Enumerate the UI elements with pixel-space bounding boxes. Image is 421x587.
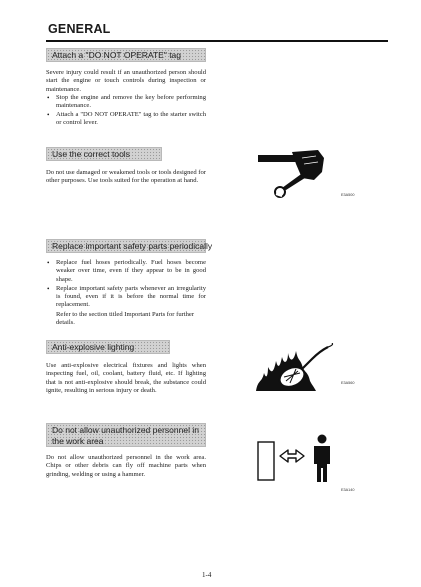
section-heading-label: Use the correct tools bbox=[52, 149, 130, 159]
section-heading-label: Anti-explosive lighting bbox=[52, 342, 135, 352]
section-heading-safety-parts bbox=[46, 239, 213, 253]
section-body-do-not-operate: Severe injury could result if an unauthorized person should start the engine or touch controls during inspection or maintenance. bbox=[46, 69, 206, 93]
refer-note: Refer to the section titled Important Parts for further details. bbox=[56, 311, 195, 327]
list-item: • Attach a "DO NOT OPERATE" tag to the starter switch or control lever. bbox=[46, 111, 206, 128]
section-body-anti-explosive: Use anti-explosive electrical fixtures and lights when inspecting fuel, oil, coolant, battery fluid, etc. If lighting that is not anti-explosive should break, the substance could ignite, resulting in serious injury or death. bbox=[46, 362, 206, 394]
section-body-correct-tools: Do not use damaged or weakened tools or tools designed for other purposes. Use tools suited for the operation at hand. bbox=[46, 169, 206, 185]
page-number: 1-4 bbox=[202, 571, 212, 579]
section-heading-unauthorized-personnel bbox=[46, 423, 206, 447]
section-heading-anti-explosive bbox=[46, 340, 170, 354]
wrench-in-hand-icon bbox=[258, 150, 344, 202]
list-item: • Stop the engine and remove the key before performing maintenance. bbox=[46, 94, 206, 111]
list-item: • Replace important safety parts whenever an irregularity is found, even if it is before the normal time for replacement. bbox=[46, 285, 206, 310]
page-title: GENERAL bbox=[48, 22, 111, 36]
figure-id-unauthorized-personnel: E3A140 bbox=[341, 488, 355, 492]
section-heading-correct-tools bbox=[46, 147, 162, 161]
figure-id-anti-explosive: E3A560 bbox=[341, 381, 355, 385]
section-heading-label: Attach a "DO NOT OPERATE" tag bbox=[52, 50, 182, 60]
bullet-list-safety-parts bbox=[46, 259, 206, 310]
title-divider bbox=[46, 40, 388, 42]
figure-id-correct-tools: E3A500 bbox=[341, 193, 355, 197]
section-body-unauthorized-personnel: Do not allow unauthorized personnel in the work area. Chips or other debris can fly off machine parts when grinding, welding or using a hammer. bbox=[46, 454, 206, 478]
broken-lamp-fire-icon bbox=[254, 343, 336, 395]
section-heading-label: Do not allow unauthorized personnel in the work area bbox=[52, 425, 199, 446]
keep-distance-person-icon bbox=[256, 434, 346, 484]
section-heading-do-not-operate bbox=[46, 48, 206, 62]
section-heading-label: Replace important safety parts periodically bbox=[52, 241, 213, 251]
list-item: • Replace fuel hoses periodically. Fuel hoses become weaker over time, even if they appear to be in good shape. bbox=[46, 259, 206, 284]
bullet-list-do-not-operate bbox=[46, 94, 206, 127]
